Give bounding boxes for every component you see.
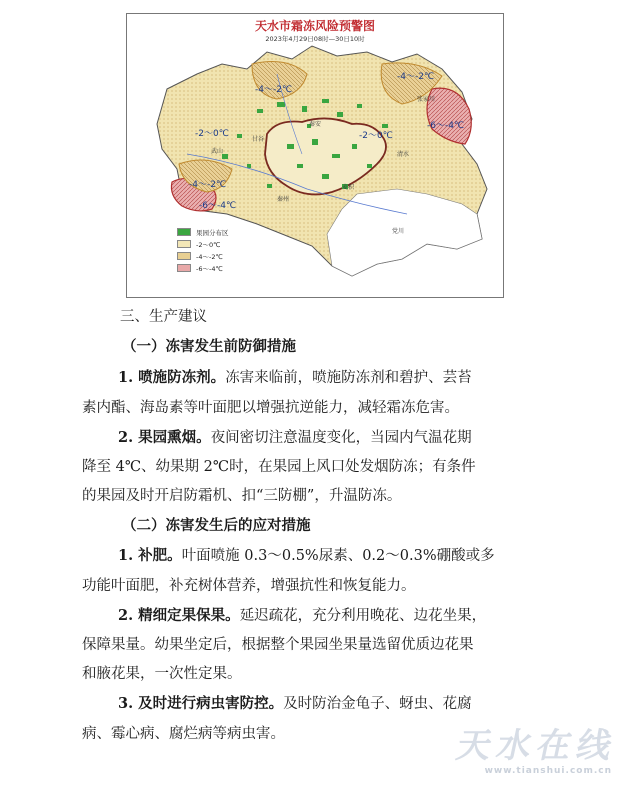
item-title: 2. 精细定果保果。 (118, 607, 240, 624)
place-label: 秦安 (309, 121, 322, 128)
legend-swatch (177, 264, 191, 272)
zone-label: -6～-4℃ (199, 201, 237, 211)
paragraph-4-line-2: 保障果量。幼果坐定后，根据整个果园坐果量选留优质边花果 (82, 637, 474, 653)
zone-label: -4～-2℃ (189, 180, 227, 190)
map-legend (177, 226, 229, 274)
item-title: 2. 果园熏烟。 (118, 429, 211, 446)
item-title: 1. 补肥。 (118, 547, 182, 564)
place-label: 甘谷 (252, 136, 265, 143)
legend-item: -6～-4℃ (177, 262, 229, 274)
zone-label: -4～-2℃ (255, 85, 293, 95)
legend-item: 果园分布区 (177, 226, 229, 238)
paragraph-5-line-1: 3. 及时进行病虫害防控。及时防治金龟子、蚜虫、花腐 (118, 695, 472, 712)
paragraph-4-line-3: 和腋花果，一次性定果。 (82, 666, 242, 682)
zone-label: -4～-2℃ (397, 72, 435, 82)
map-title: 天水市霜冻风险预警图 (254, 19, 375, 33)
paragraph-3-line-1: 1. 补肥。叶面喷施 0.3～0.5%尿素、0.2～0.3%硼酸或多 (118, 547, 495, 564)
paragraph-2-line-2: 降至 4℃、幼果期 2℃时，在果园上风口处发烟防冻；有条件 (82, 459, 476, 475)
legend-item: -4～-2℃ (177, 250, 229, 262)
place-label: 张家川 (417, 96, 436, 103)
map-subtitle: 2023年4月29日08时—30日10时 (265, 35, 365, 43)
place-label: 秦州 (277, 196, 290, 203)
legend-swatch (177, 252, 191, 260)
paragraph-5-line-2: 病、霉心病、腐烂病等病虫害。 (82, 726, 285, 742)
subsection-heading-2: （二）冻害发生后的应对措施 (122, 517, 311, 534)
paragraph-4-line-1: 2. 精细定果保果。延迟疏花，充分利用晚花、边花坐果， (118, 607, 487, 624)
legend-swatch (177, 228, 191, 236)
paragraph-1-line-2: 素内酯、海岛素等叶面肥以增强抗逆能力，减轻霜冻危害。 (82, 400, 459, 416)
watermark-url: www.tianshui.com.cn (484, 766, 612, 776)
zone-label: -6～-4℃ (427, 121, 465, 131)
legend-item: -2～0℃ (177, 238, 229, 250)
item-title: 3. 及时进行病虫害防控。 (118, 695, 284, 712)
legend-swatch (177, 240, 191, 248)
paragraph-2-line-3: 的果园及时开启防霜机、扣“三防棚”，升温防冻。 (82, 488, 402, 504)
place-label: 清水 (397, 151, 410, 158)
paragraph-1-line-1: 1. 喷施防冻剂。冻害来临前，喷施防冻剂和碧护、芸苔 (118, 369, 472, 386)
paragraph-2-line-1: 2. 果园熏烟。夜间密切注意温度变化，当园内气温花期 (118, 429, 472, 446)
paragraph-3-line-2: 功能叶面肥，补充树体营养，增强抗性和恢复能力。 (82, 578, 416, 594)
subsection-heading-1: （一）冻害发生前防御措施 (122, 338, 296, 355)
watermark-logo: 天水在线 (453, 726, 622, 766)
place-label: 麦积 (342, 184, 355, 191)
section-heading: 三、生产建议 (120, 309, 207, 325)
zone-label: -2～0℃ (359, 131, 393, 141)
place-label: 武山 (211, 148, 224, 155)
place-label: 党川 (392, 228, 405, 235)
zone-label: -2～0℃ (195, 129, 229, 139)
item-title: 1. 喷施防冻剂。 (118, 369, 226, 386)
frost-warning-map (126, 13, 504, 298)
